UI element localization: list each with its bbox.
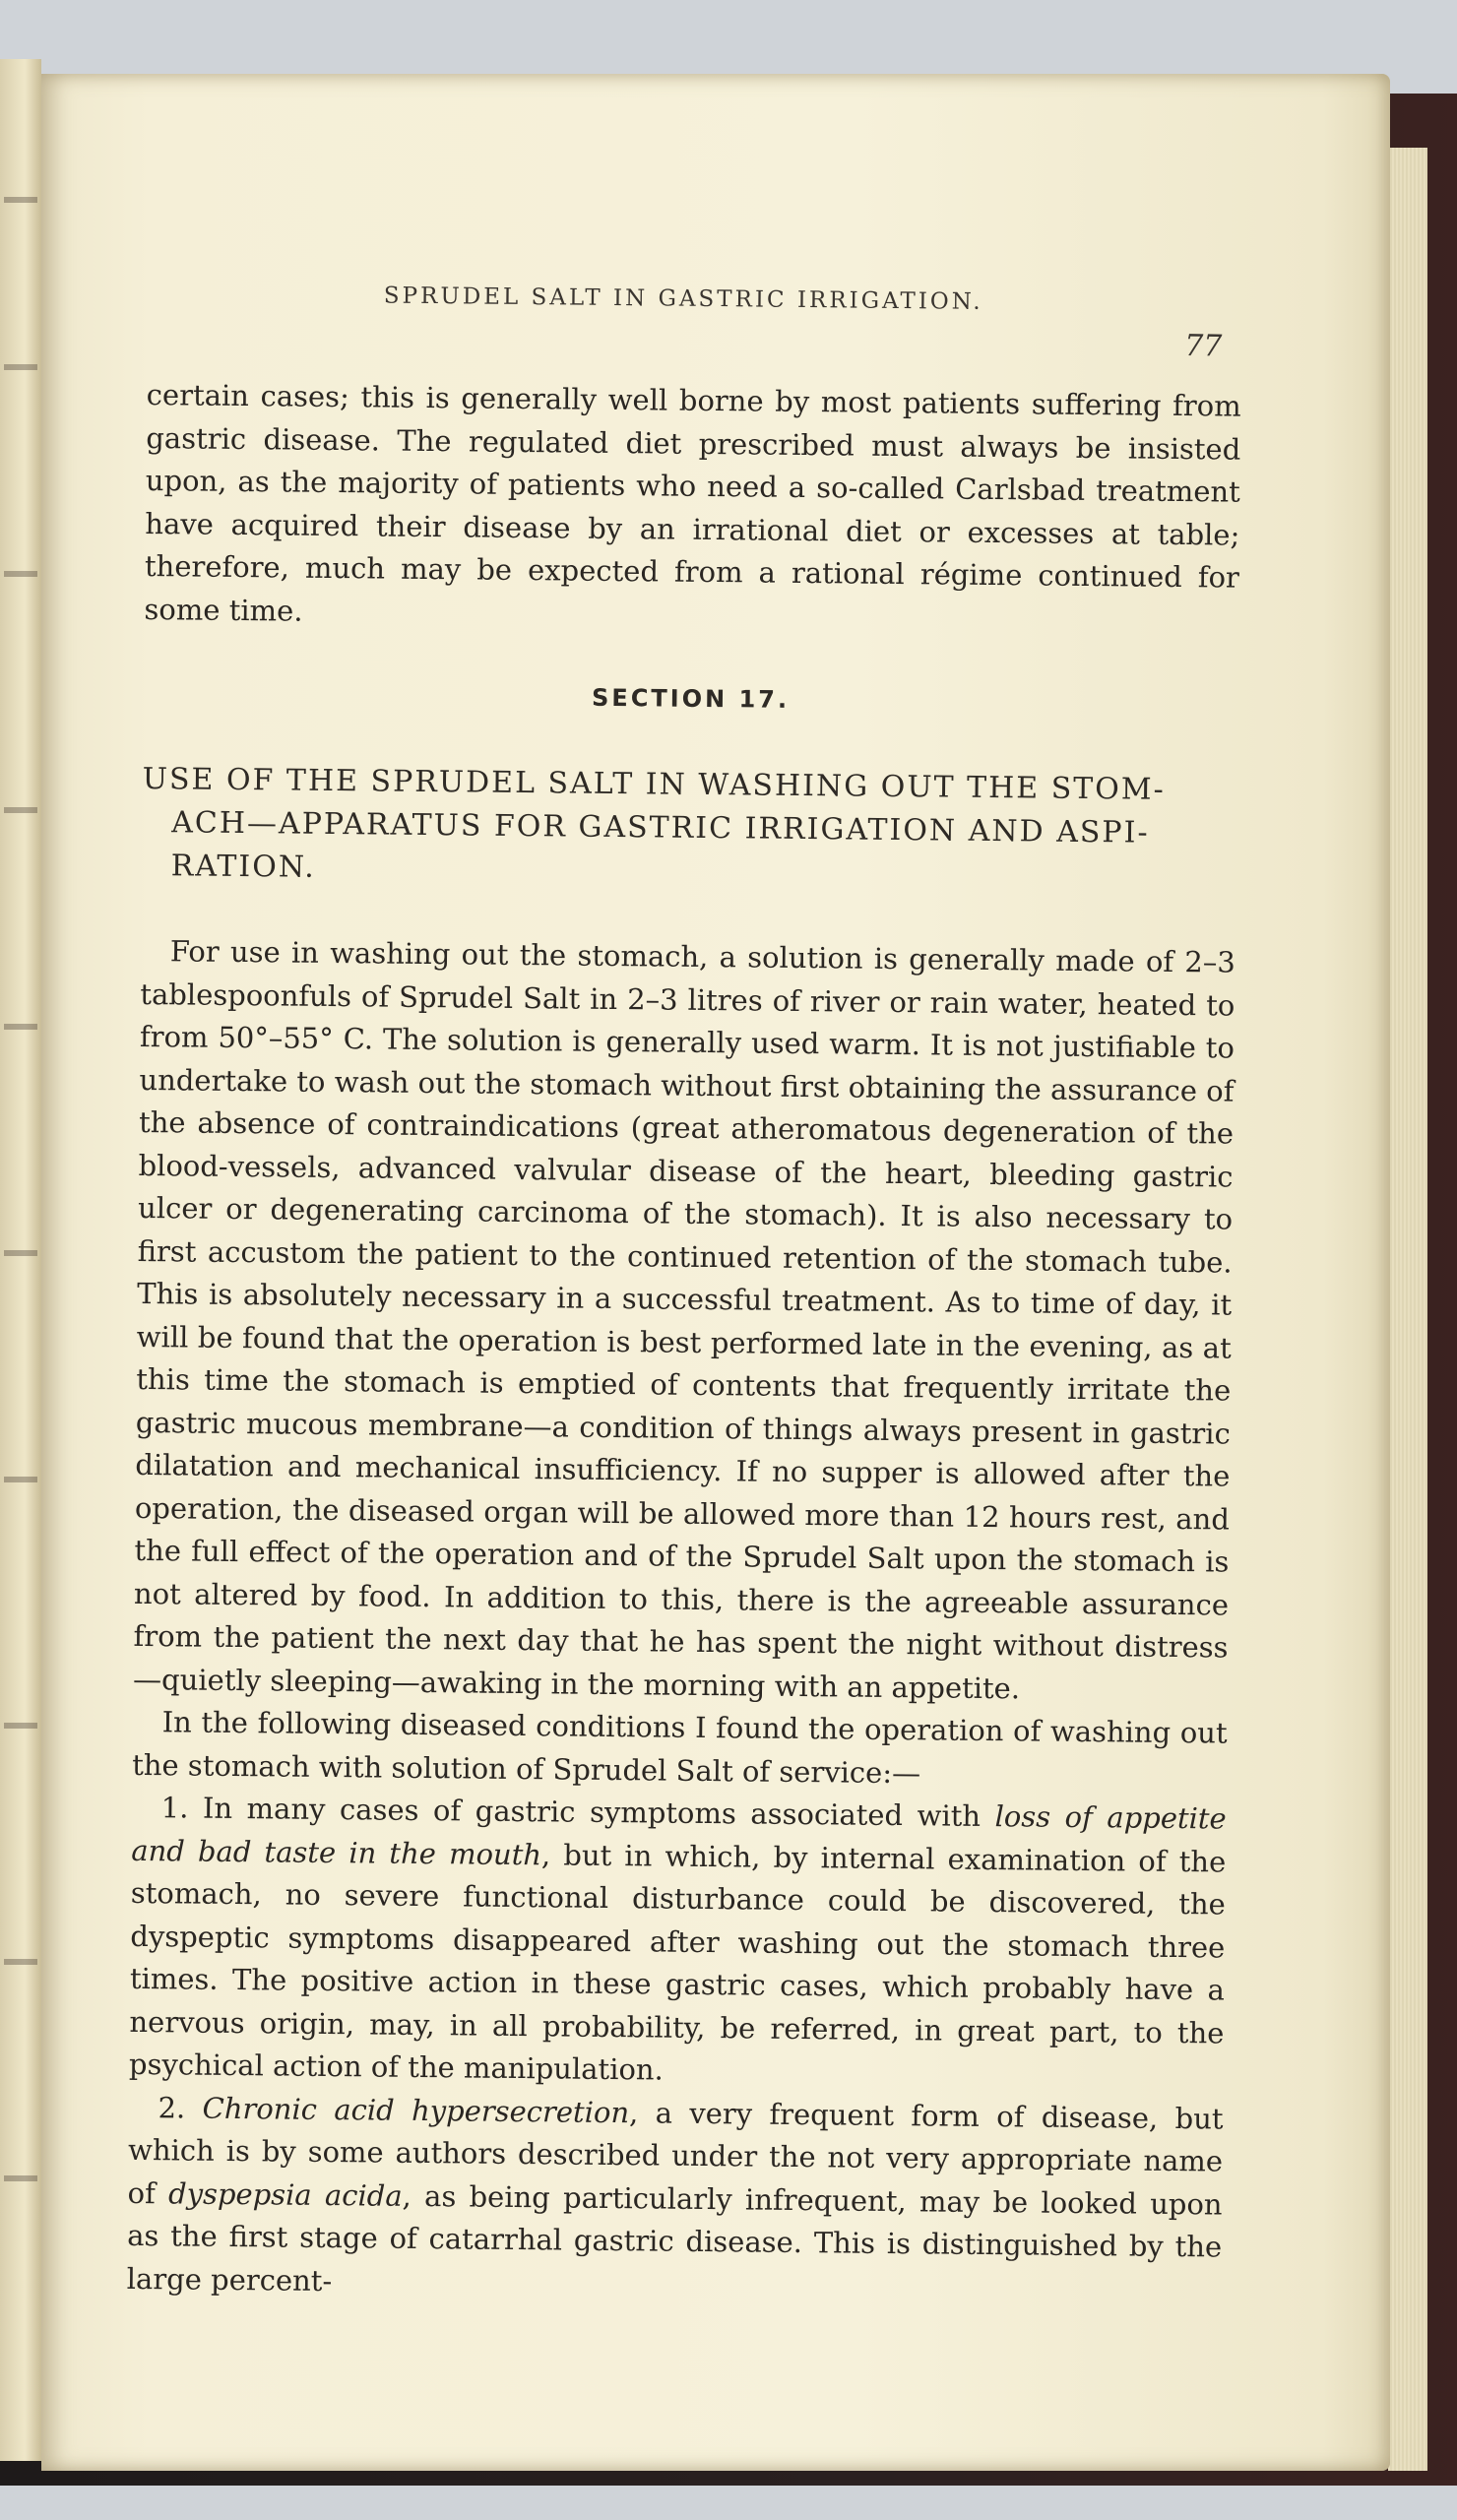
list-item-emphasis: loss of appetite and bad taste in the mouth <box>131 1799 1227 1871</box>
list-item-text: , a very frequent form of disease, but which is by some authors described under the not very appropriate name of <box>127 2095 1224 2210</box>
section-title-line: USE OF THE SPRUDEL SALT IN WASHING OUT THE STOM- <box>142 761 1166 807</box>
running-head: SPRUDEL SALT IN GASTRIC IRRIGATION. <box>383 283 983 315</box>
body-paragraph: For use in washing out the stomach, a solution is generally made of 2–3 tablespoonfuls of Sprudel Salt in 2–3 litres of river or rain water, heated to from 50°–55° C. The solution is generally used warm. It is not justifiable to undertake to wash out the stomach without first obtaining the assurance of the absence of contraindications (great atheromatous degeneration of the blood-vessels, advanced valvular disease of the heart, bleeding gastric ulcer or degenerating carcinoma of the stomach). It is also necessary to first accustom the patient to the continued retention of the stomach tube. This is absolutely necessary in a successful treatment. As to time of day, it will be found that the operation is best performed late in the evening, as at this time the stomach is emptied of contents that frequently irritate the gastric mucous membrane—a condition of things always present in gastric dilatation and mechanical insufficiency. If no supper is allowed after the operation, the diseased organ will be allowed more than 12 hours rest, and the full effect of the operation and of the Sprudel Salt upon the stomach is not altered by food. In addition to this, there is the agreeable assurance from the patient the next day that he has spent the night without distress—quietly sleeping—awaking in the morning with an appetite. <box>132 934 1235 1705</box>
section-title <box>142 758 1237 900</box>
body-text <box>127 930 1236 2312</box>
list-item <box>127 2086 1224 2311</box>
list-item-emphasis: dyspepsia acida <box>167 2175 403 2213</box>
list-item <box>129 1787 1227 2098</box>
list-item-number: 2. <box>158 2090 186 2125</box>
facing-page-edge <box>0 59 41 2461</box>
body-paragraph: In the following diseased conditions I found the operation of washing out the stomach with solution of Sprudel Salt of service:— <box>132 1705 1228 1790</box>
continued-paragraph: certain cases; this is generally well borne by most patients suffering from gastric disease. The regulated diet prescribed must always be insisted upon, as the majority of patients who need a so-called Carlsbad treatment have acquired their disease by an irrational diet or excesses at table; therefore, much may be expected from a rational régime continued for some time. <box>144 377 1241 628</box>
book-page <box>41 74 1390 2471</box>
list-item-text: In many cases of gastric symptoms associated with <box>202 1791 995 1834</box>
list-item-text: , but in which, by internal examination of the stomach, no severe functional disturbance could be discovered, the dyspeptic symptoms disappeared after washing out the stomach three times. The positive action in these gastric cases, which probably have a nervous origin, may, in all probability, be referred, in great part, to the psychical action of the manipulation. <box>128 1837 1227 2087</box>
page-stack-edge <box>1388 148 1427 2471</box>
section-title-line: ACH—APPARATUS FOR GASTRIC IRRIGATION AND ASPI- <box>171 805 1150 850</box>
list-item-lead: Chronic acid hypersecretion <box>202 2091 630 2129</box>
page-number: 77 <box>1183 329 1223 364</box>
continued-paragraph-block <box>144 374 1241 643</box>
list-item-number: 1. <box>160 1791 189 1825</box>
page-content <box>126 281 1242 2298</box>
section-heading: SECTION 17. <box>591 683 791 714</box>
section-title-line: RATION. <box>170 849 316 885</box>
list-item-text: , as being particularly infrequent, may be looked upon as the first stage of catarrhal gastric disease. This is distinguished by the large percent- <box>126 2178 1223 2298</box>
